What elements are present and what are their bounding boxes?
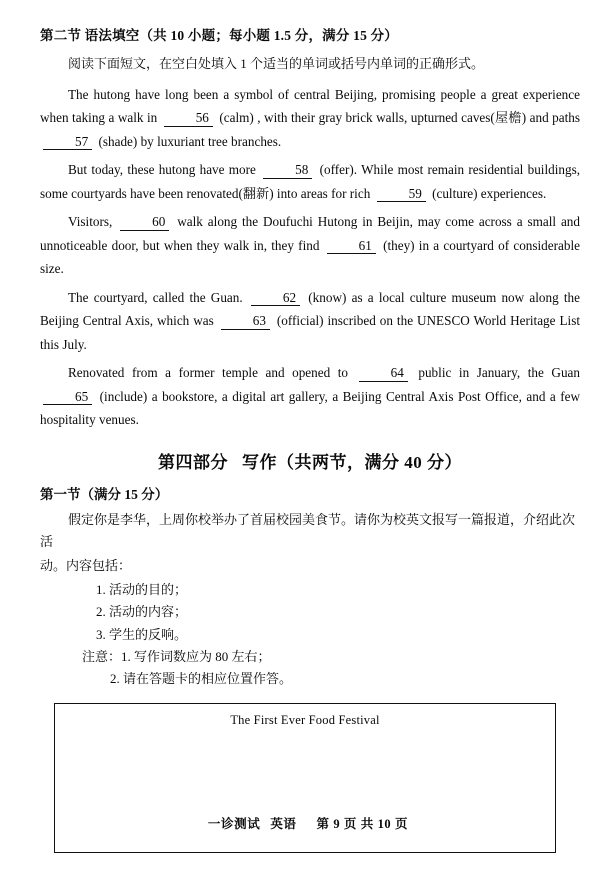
list-item: 3. 学生的反响。 bbox=[96, 626, 188, 642]
part-title-text: 写作（共两节，满分 40 分） bbox=[242, 452, 462, 472]
answer-blank[interactable]: 58 bbox=[263, 163, 312, 179]
answer-blank[interactable]: 60 bbox=[120, 215, 169, 231]
writing-prompt-line-1: 假定你是李华，上周你校举办了首届校园美食节。请你为校英文报写一篇报道，介绍此次活 bbox=[40, 511, 576, 549]
writing-prompt-line-2: 动。内容包括： bbox=[40, 557, 132, 573]
page-footer bbox=[0, 814, 616, 832]
note-item: 2. 请在答题卡的相应位置作答。 bbox=[110, 671, 293, 687]
footer-middle: 英语 bbox=[270, 817, 297, 831]
answer-blank[interactable]: 64 bbox=[359, 366, 408, 382]
answer-blank[interactable]: 57 bbox=[43, 135, 92, 151]
list-item: 1. 活动的目的； bbox=[96, 581, 188, 597]
answer-blank[interactable]: 61 bbox=[327, 239, 376, 255]
answer-blank[interactable]: 62 bbox=[251, 291, 300, 307]
passage-paragraph: The hutong have long been a symbol of central Beijing, promising people a great experience when taking a walk in 56 (calm) , with their gray brick walls, upturned caves(屋檐) and paths 57 (shade) by luxuriant tree branches. bbox=[40, 86, 580, 149]
answer-blank[interactable]: 59 bbox=[377, 187, 426, 203]
passage-paragraph: Visitors, 60 walk along the Doufuchi Hutong in Beijin, may come across a small and unnoticeable door, but when they walk in, they find 61 (they) in a courtyard of considerable size. bbox=[40, 214, 580, 276]
note-item: 注意：1. 写作词数应为 80 左右； bbox=[82, 648, 271, 664]
footer-page-number: 第 9 页 共 10 页 bbox=[316, 817, 409, 831]
answer-blank[interactable]: 56 bbox=[164, 111, 213, 127]
answer-blank[interactable]: 65 bbox=[43, 390, 92, 406]
section-instruction: 阅读下面短文，在空白处填入 1 个适当的单词或括号内单词的正确形式。 bbox=[68, 56, 485, 71]
list-item: 2. 活动的内容； bbox=[96, 604, 188, 620]
section-heading-grammar: 第二节 语法填空（共 10 小题；每小题 1.5 分，满分 15 分） bbox=[40, 28, 398, 43]
footer-left: 一诊测试 bbox=[207, 817, 261, 831]
page-content bbox=[40, 24, 580, 853]
passage-paragraph: Renovated from a former temple and opened to 64 public in January, the Guan 65 (include) a bookstore, a digital art gallery, a Beijing Central Axis Post Office, and a few hospitality venues. bbox=[40, 365, 580, 427]
part-title-label: 第四部分 bbox=[158, 452, 228, 472]
part-title bbox=[40, 448, 580, 473]
answer-blank[interactable]: 63 bbox=[221, 314, 270, 330]
passage-container bbox=[40, 83, 580, 432]
passage-paragraph: The courtyard, called the Guan. 62 (know) as a local culture museum now along the Beijing Central Axis, which was 63 (official) inscribed on the UNESCO World Heritage List this July. bbox=[40, 289, 580, 352]
answer-box-title: The First Ever Food Festival bbox=[230, 712, 380, 727]
writing-section-heading: 第一节（满分 15 分） bbox=[40, 486, 169, 502]
passage-paragraph: But today, these hutong have more 58 (offer). While most remain residential buildings, some courtyards have been renovated(翻新) into areas for rich 59 (culture) experiences. bbox=[40, 162, 580, 201]
